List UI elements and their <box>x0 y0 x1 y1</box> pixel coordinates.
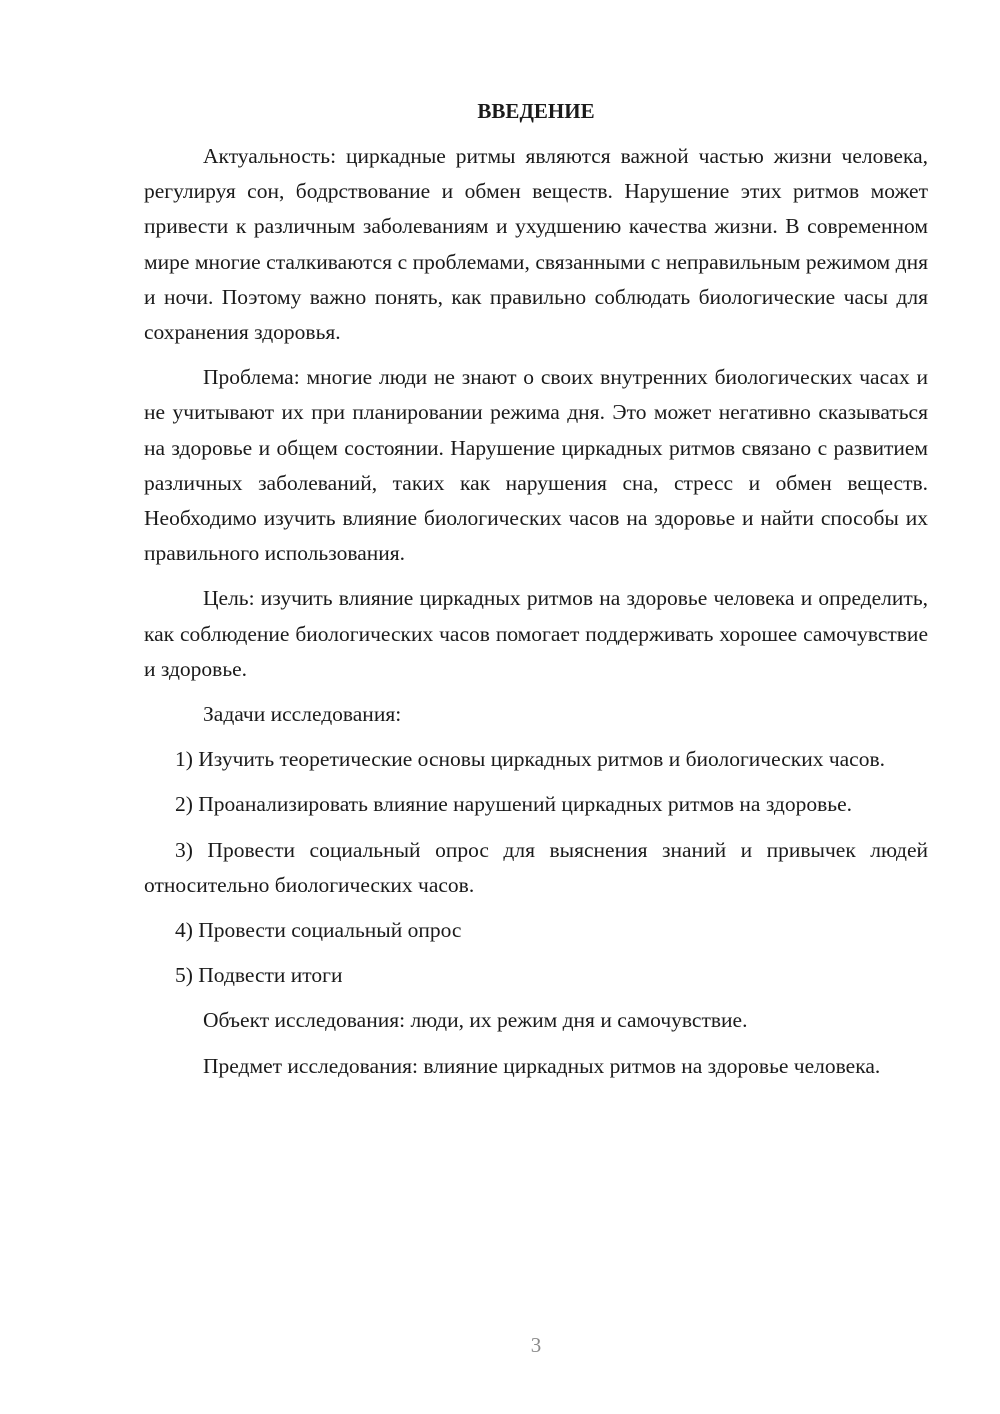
research-subject-paragraph: Предмет исследования: влияние циркадных ритмов на здоровье человека. <box>203 1053 881 1078</box>
task-item-2: 2) Проанализировать влияние нарушений циркадных ритмов на здоровье. <box>175 792 852 817</box>
page-number: 3 <box>530 1333 542 1357</box>
problem-paragraph: Проблема: многие люди не знают о своих внутренних биологических часах и не учитывают их при планировании режима дня. Это может негативно сказываться на здоровье и общем состоянии. Нарушение циркадных ритмов связано с развитием различных заболеваний, таких как нарушения сна, стресс и обмен веществ. Необходимо изучить влияние биологических часов на здоровье и найти способы их правильного использования. <box>144 365 928 566</box>
page-content <box>144 96 928 1084</box>
research-object-paragraph: Объект исследования: люди, их режим дня и самочувствие. <box>203 1008 748 1033</box>
tasks-heading: Задачи исследования: <box>203 702 402 727</box>
task-item-4: 4) Провести социальный опрос <box>175 918 462 943</box>
goal-paragraph: Цель: изучить влияние циркадных ритмов на здоровье человека и определить, как соблюдение биологических часов помогает поддерживать хорошее самочувствие и здоровье. <box>144 586 928 681</box>
relevance-paragraph: Актуальность: циркадные ритмы являются важной частью жизни человека, регулируя сон, бодрствование и обмен веществ. Нарушение этих ритмов может привести к различным заболеваниям и ухудшению качества жизни. В современном мире многие сталкиваются с проблемами, связанными с неправильным режимом дня и ночи. Поэтому важно понять, как правильно соблюдать биологические часы для сохранения здоровья. <box>144 144 928 345</box>
section-title: ВВЕДЕНИЕ <box>477 99 595 123</box>
task-item-1: 1) Изучить теоретические основы циркадных ритмов и биологических часов. <box>175 747 885 772</box>
task-item-5: 5) Подвести итоги <box>175 963 343 988</box>
task-item-3: 3) Провести социальный опрос для выяснения знаний и привычек людей относительно биологических часов. <box>144 837 928 897</box>
